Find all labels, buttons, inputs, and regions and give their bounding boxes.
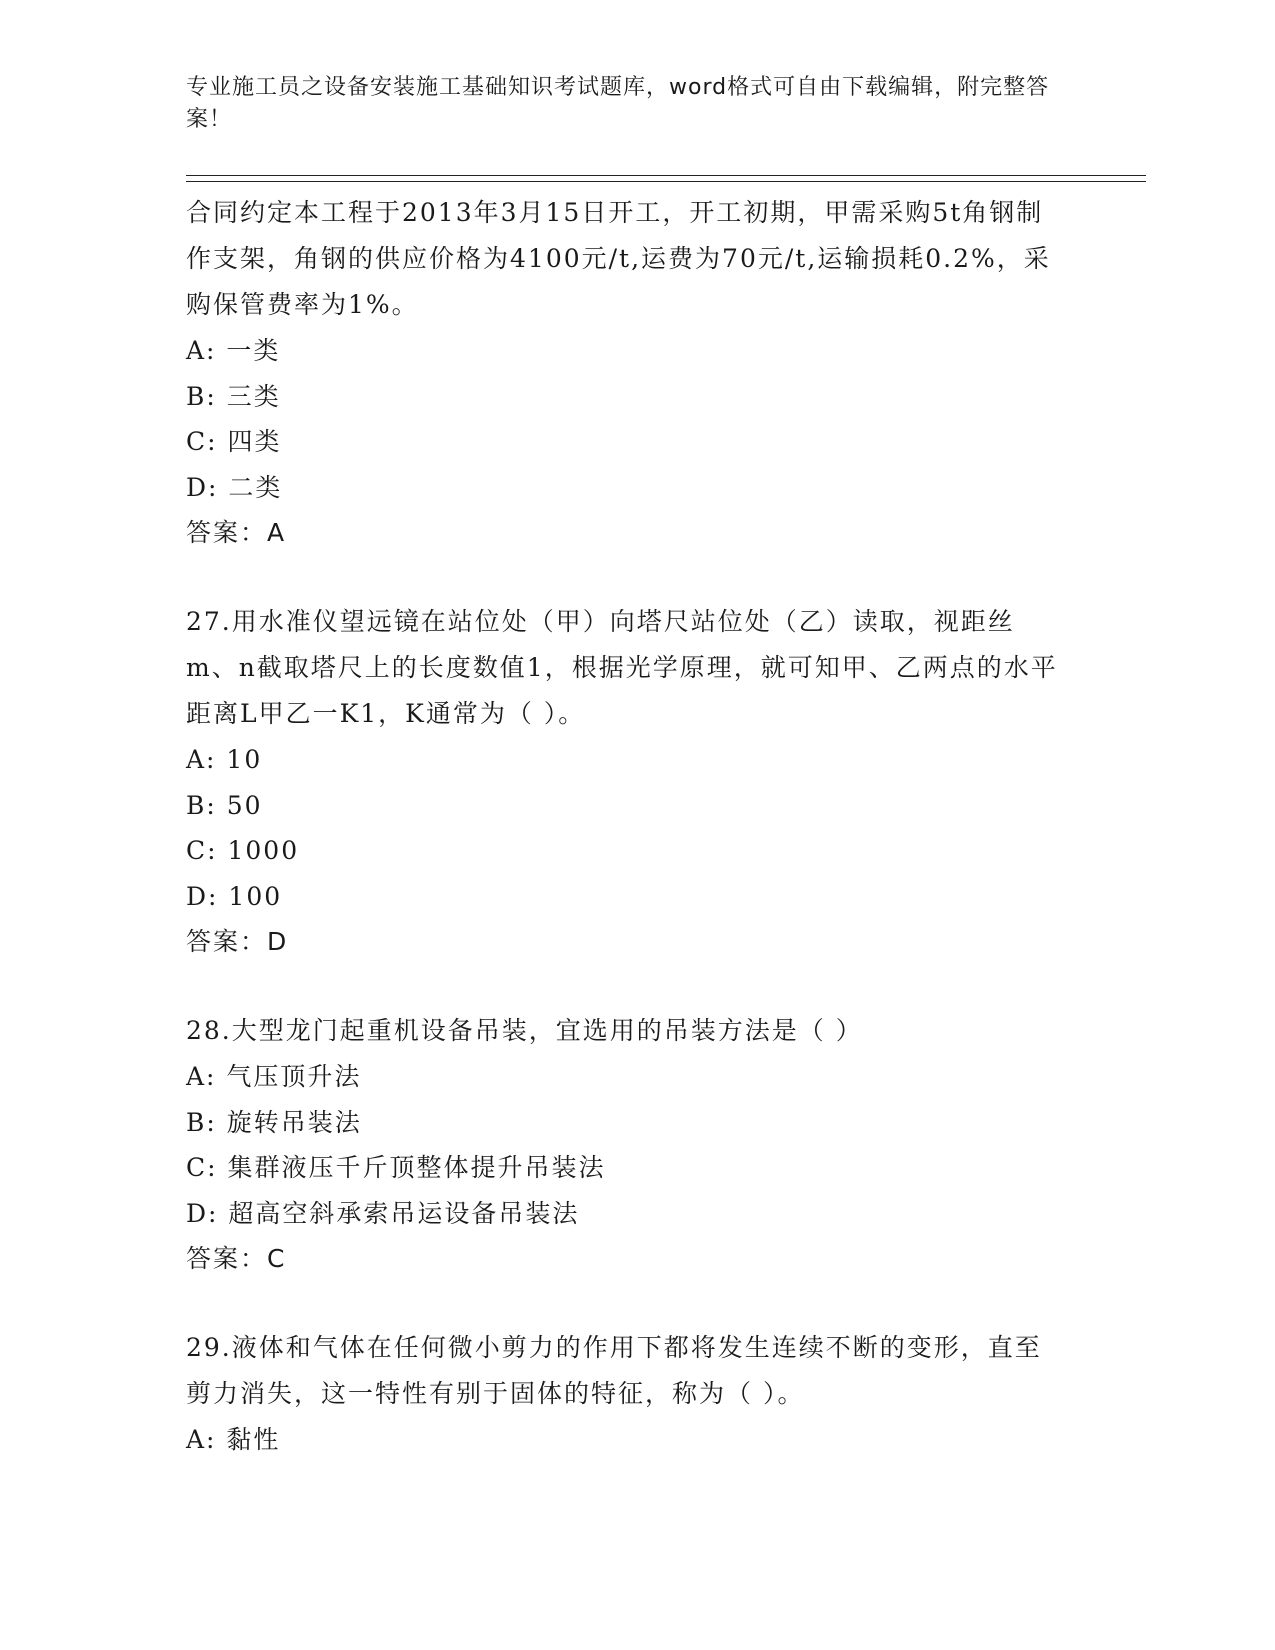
option-d: D: 二类 xyxy=(186,472,283,502)
option-c: C: 1000 xyxy=(186,836,300,865)
option-a: A: 黏性 xyxy=(186,1425,281,1454)
answer-line: 答案：D xyxy=(186,927,289,956)
header-rule-bottom xyxy=(186,181,1146,182)
question-item xyxy=(186,190,1066,556)
question-gap xyxy=(186,556,1066,599)
header-rule-top xyxy=(186,175,1146,176)
question-gap xyxy=(186,1282,1066,1325)
question-item xyxy=(186,1008,1066,1282)
option-d: D: 超高空斜承索吊运设备吊装法 xyxy=(186,1198,580,1228)
question-text: 27.用水准仪望远镜在站位处（甲）向塔尺站位处（乙）读取，视距丝m、n截取塔尺上的长度数值1，根据光学原理，就可知甲、乙两点的水平距离L甲乙一K1，K通常为（ ）。 xyxy=(186,607,1058,728)
question-item xyxy=(186,599,1066,965)
option-b: B: 三类 xyxy=(186,381,281,411)
question-text: 合同约定本工程于2013年3月15日开工，开工初期，甲需采购5t角钢制作支架，角钢的供应价格为4100元/t,运费为70元/t,运输损耗0.2%，采购保管费率为1%。 xyxy=(186,198,1051,319)
option-c: C: 四类 xyxy=(186,427,282,456)
question-gap xyxy=(186,965,1066,1008)
question-item xyxy=(186,1325,1066,1463)
option-b: B: 50 xyxy=(186,790,263,820)
option-c: C: 集群液压千斤顶整体提升吊装法 xyxy=(186,1153,606,1182)
option-a: A: 气压顶升法 xyxy=(186,1062,362,1091)
answer-line: 答案：C xyxy=(186,1244,287,1273)
option-a: A: 10 xyxy=(186,745,263,774)
question-text: 28.大型龙门起重机设备吊装，宜选用的吊装方法是（ ） xyxy=(186,1016,863,1045)
question-list xyxy=(186,190,1066,1463)
option-b: B: 旋转吊装法 xyxy=(186,1107,362,1137)
option-a: A: 一类 xyxy=(186,336,281,365)
option-d: D: 100 xyxy=(186,881,283,911)
document-header: 专业施工员之设备安装施工基础知识考试题库，word格式可自由下载编辑，附完整答案！ xyxy=(186,75,1050,132)
answer-line: 答案：A xyxy=(186,518,287,547)
question-text: 29.液体和气体在任何微小剪力的作用下都将发生连续不断的变形，直至剪力消失，这一特性有别于固体的特征，称为（ ）。 xyxy=(186,1333,1042,1408)
